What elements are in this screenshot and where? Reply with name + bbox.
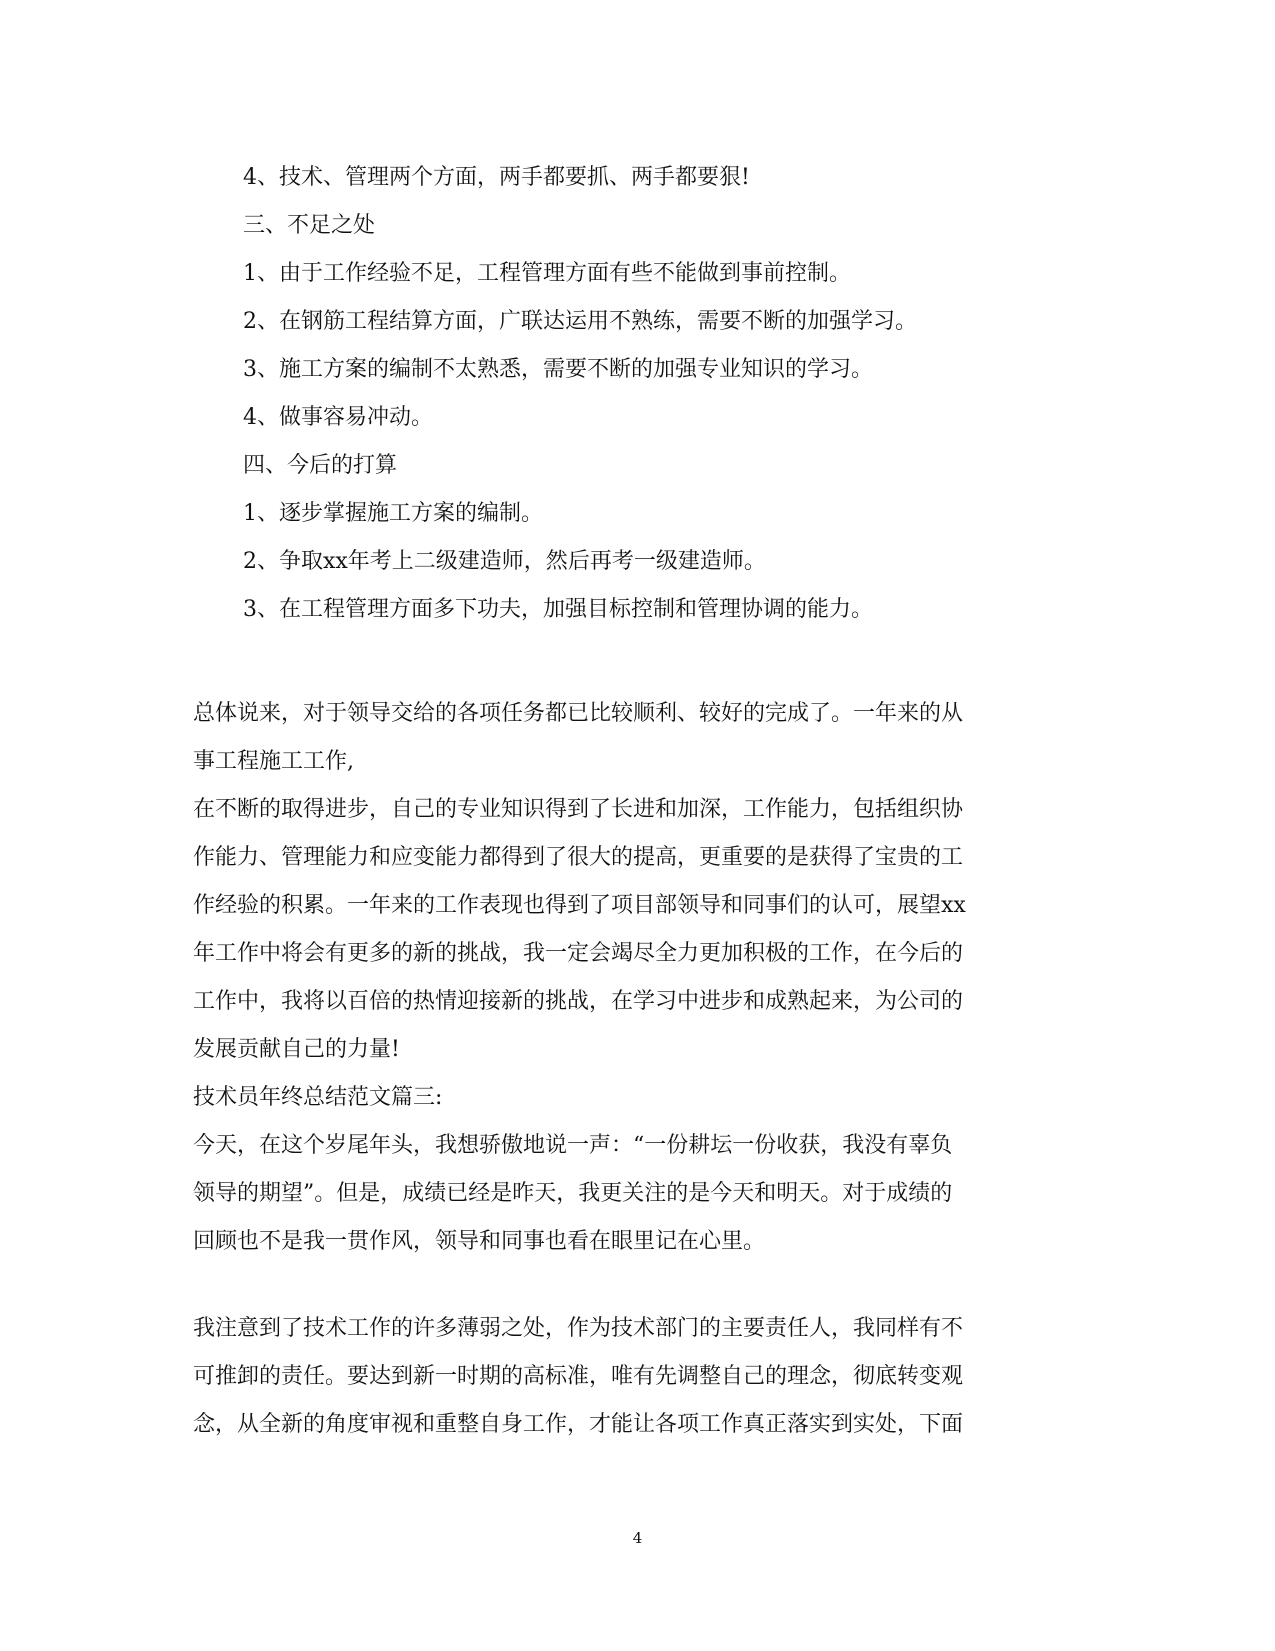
list-item: 3、施工方案的编制不太熟悉，需要不断的加强专业知识的学习。 bbox=[243, 357, 873, 382]
paragraph-line: 念，从全新的角度审视和重整自身工作，才能让各项工作真正落实到实处，下面 bbox=[193, 1412, 964, 1437]
page-number: 4 bbox=[632, 1529, 643, 1547]
body-text-section bbox=[193, 690, 1083, 1266]
paragraph-line: 今天，在这个岁尾年头，我想骄傲地说一声：“一份耕坛一份收获，我没有辜负 bbox=[193, 1133, 953, 1158]
list-item: 4、做事容易冲动。 bbox=[243, 405, 433, 430]
paragraph-line: 总体说来，对于领导交给的各项任务都已比较顺利、较好的完成了。一年来的从 bbox=[193, 701, 964, 726]
article-heading: 技术员年终总结范文篇三: bbox=[193, 1085, 443, 1110]
paragraph-line: 作能力、管理能力和应变能力都得到了很大的提高，更重要的是获得了宝贵的工 bbox=[193, 845, 964, 870]
paragraph-line: 年工作中将会有更多的新的挑战，我一定会竭尽全力更加积极的工作，在今后的 bbox=[193, 941, 964, 966]
paragraph-line: 可推卸的责任。要达到新一时期的高标准，唯有先调整自己的理念，彻底转变观 bbox=[193, 1364, 964, 1389]
summary-list bbox=[243, 154, 1123, 634]
paragraph-line: 回顾也不是我一贯作风，领导和同事也看在眼里记在心里。 bbox=[193, 1229, 766, 1254]
list-item: 4、技术、管理两个方面，两手都要抓、两手都要狠! bbox=[243, 165, 750, 190]
list-item: 2、争取xx年考上二级建造师，然后再考一级建造师。 bbox=[243, 549, 766, 574]
paragraph-line: 发展贡献自己的力量! bbox=[193, 1037, 400, 1062]
paragraph-line: 在不断的取得进步，自己的专业知识得到了长进和加深，工作能力，包括组织协 bbox=[193, 797, 964, 822]
paragraph-line: 事工程施工工作, bbox=[193, 749, 354, 774]
section-heading-shortcomings: 三、不足之处 bbox=[243, 213, 376, 238]
section-heading-future-plans: 四、今后的打算 bbox=[243, 453, 398, 478]
list-item: 1、由于工作经验不足，工程管理方面有些不能做到事前控制。 bbox=[243, 261, 851, 286]
paragraph-line: 作经验的积累。一年来的工作表现也得到了项目部领导和同事们的认可，展望xx bbox=[193, 893, 966, 918]
list-item: 2、在钢筋工程结算方面，广联达运用不熟练，需要不断的加强学习。 bbox=[243, 309, 917, 334]
list-item: 1、逐步掌握施工方案的编制。 bbox=[243, 501, 543, 526]
paragraph-line: 工作中，我将以百倍的热情迎接新的挑战，在学习中进步和成熟起来，为公司的 bbox=[193, 989, 964, 1014]
paragraph-line: 领导的期望”。但是，成绩已经是昨天，我更关注的是今天和明天。对于成绩的 bbox=[193, 1181, 953, 1206]
paragraph-line: 我注意到了技术工作的许多薄弱之处，作为技术部门的主要责任人，我同样有不 bbox=[193, 1316, 964, 1341]
body-text-section bbox=[193, 1305, 1083, 1449]
list-item: 3、在工程管理方面多下功夫，加强目标控制和管理协调的能力。 bbox=[243, 597, 873, 622]
